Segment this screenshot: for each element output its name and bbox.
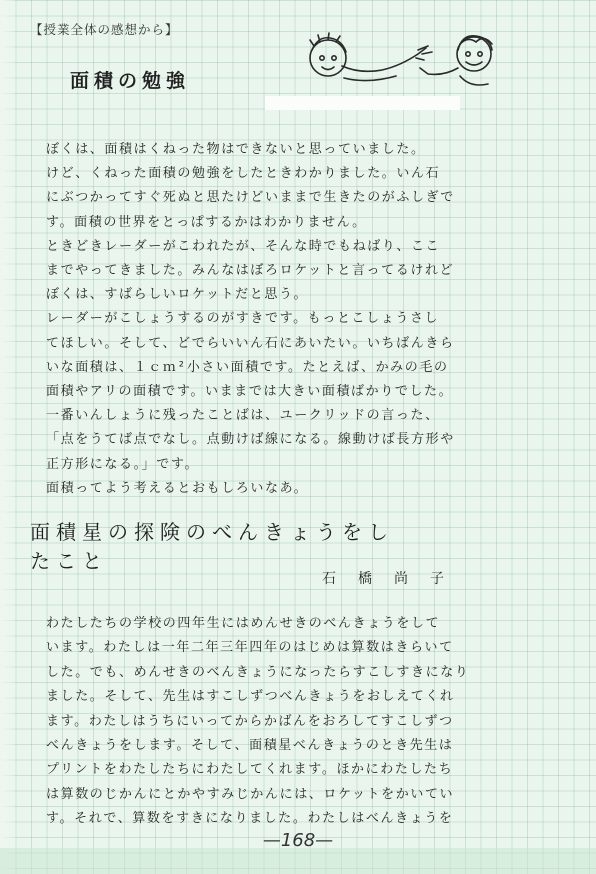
page-number: —168—: [262, 830, 334, 851]
text-line: プリントをわたしたちにわたしてくれます。ほかにわたしたち: [46, 762, 454, 778]
children-illustration-icon: [298, 28, 508, 98]
text-line: までやってきました。みんなはぼろロケットと言ってるけれど: [46, 263, 455, 279]
text-line: 面積ってよう考えるとおもしろいなあ。: [46, 480, 309, 496]
essay2-title-line: 面積星の探険のべんきょうをし: [30, 520, 394, 544]
text-line: べんきょうをします。そして、面積星べんきょうのとき先生は: [46, 738, 454, 754]
text-line: わたしたちの学校の四年生にはめんせきのべんきょうをして: [46, 616, 441, 631]
text-line: てほしい。そして、どでらいいん石にあいたい。いちばんきら: [46, 335, 455, 351]
text-line: けど、くねった面積の勉強をしたときわかりました。いん石: [46, 166, 441, 182]
text-line: 一番いんしょうに残ったことばは、ユークリッドの言った、: [46, 408, 440, 424]
text-line: した。でも、めんせきのべんきょうになったらすこしすきになり: [46, 664, 470, 680]
text-line: ときどきレーダーがこわれたが、そんな時でもねばり、ここ: [46, 238, 441, 254]
text-line: 正方形になる。」です。: [46, 456, 200, 472]
text-line: レーダーがこしょうするのがすきです。もっとこしょうさし: [46, 311, 440, 327]
section-label: 【授業全体の感想から】: [30, 22, 179, 37]
text-line: は算数のじかんにとかやすみじかんには、ロケットをかいてい: [46, 786, 455, 802]
text-line: います。わたしは一年二年三年四年のはじめは算数はきらいて: [46, 640, 454, 656]
essay2-body: [46, 612, 566, 832]
author-name: 石橋尚子: [322, 571, 466, 587]
correction-tape: [265, 96, 460, 110]
essay1-body: [46, 138, 546, 501]
text-line: ぼくは、すばらしいロケットだと思う。: [46, 287, 309, 303]
text-line: ます。わたしはうちにいってからかばんをおろしてすこしずつ: [46, 713, 454, 729]
text-line: 面積やアリの面積です。いままでは大きい面積ばかりでした。: [46, 384, 454, 400]
text-line: す。それで、算数をすきになりました。わたしはべんきょうを: [46, 811, 454, 827]
essay2-title-line: たこと: [30, 549, 108, 573]
text-line: 「点をうてば点でなし。点動けば線になる。線動けば長方形や: [46, 432, 455, 448]
text-line: いな面積は、１ｃｍ²小さい面積です。たとえば、かみの毛の: [46, 359, 449, 375]
text-line: す。面積の世界をとっぱするかはわかりません。: [46, 214, 367, 230]
text-line: ました。そして、先生はすこしずつべんきょうをおしえてくれ: [46, 689, 455, 705]
text-line: にぶつかってすぐ死ぬと思たけどいままで生きたのがふしぎで: [46, 190, 455, 206]
page-edge: [0, 0, 18, 874]
text-line: ぼくは、面積はくねった物はできないと思っていました。: [46, 142, 426, 157]
page-bottom-strip: [0, 848, 596, 874]
essay-title: 面積の勉強: [70, 70, 191, 92]
